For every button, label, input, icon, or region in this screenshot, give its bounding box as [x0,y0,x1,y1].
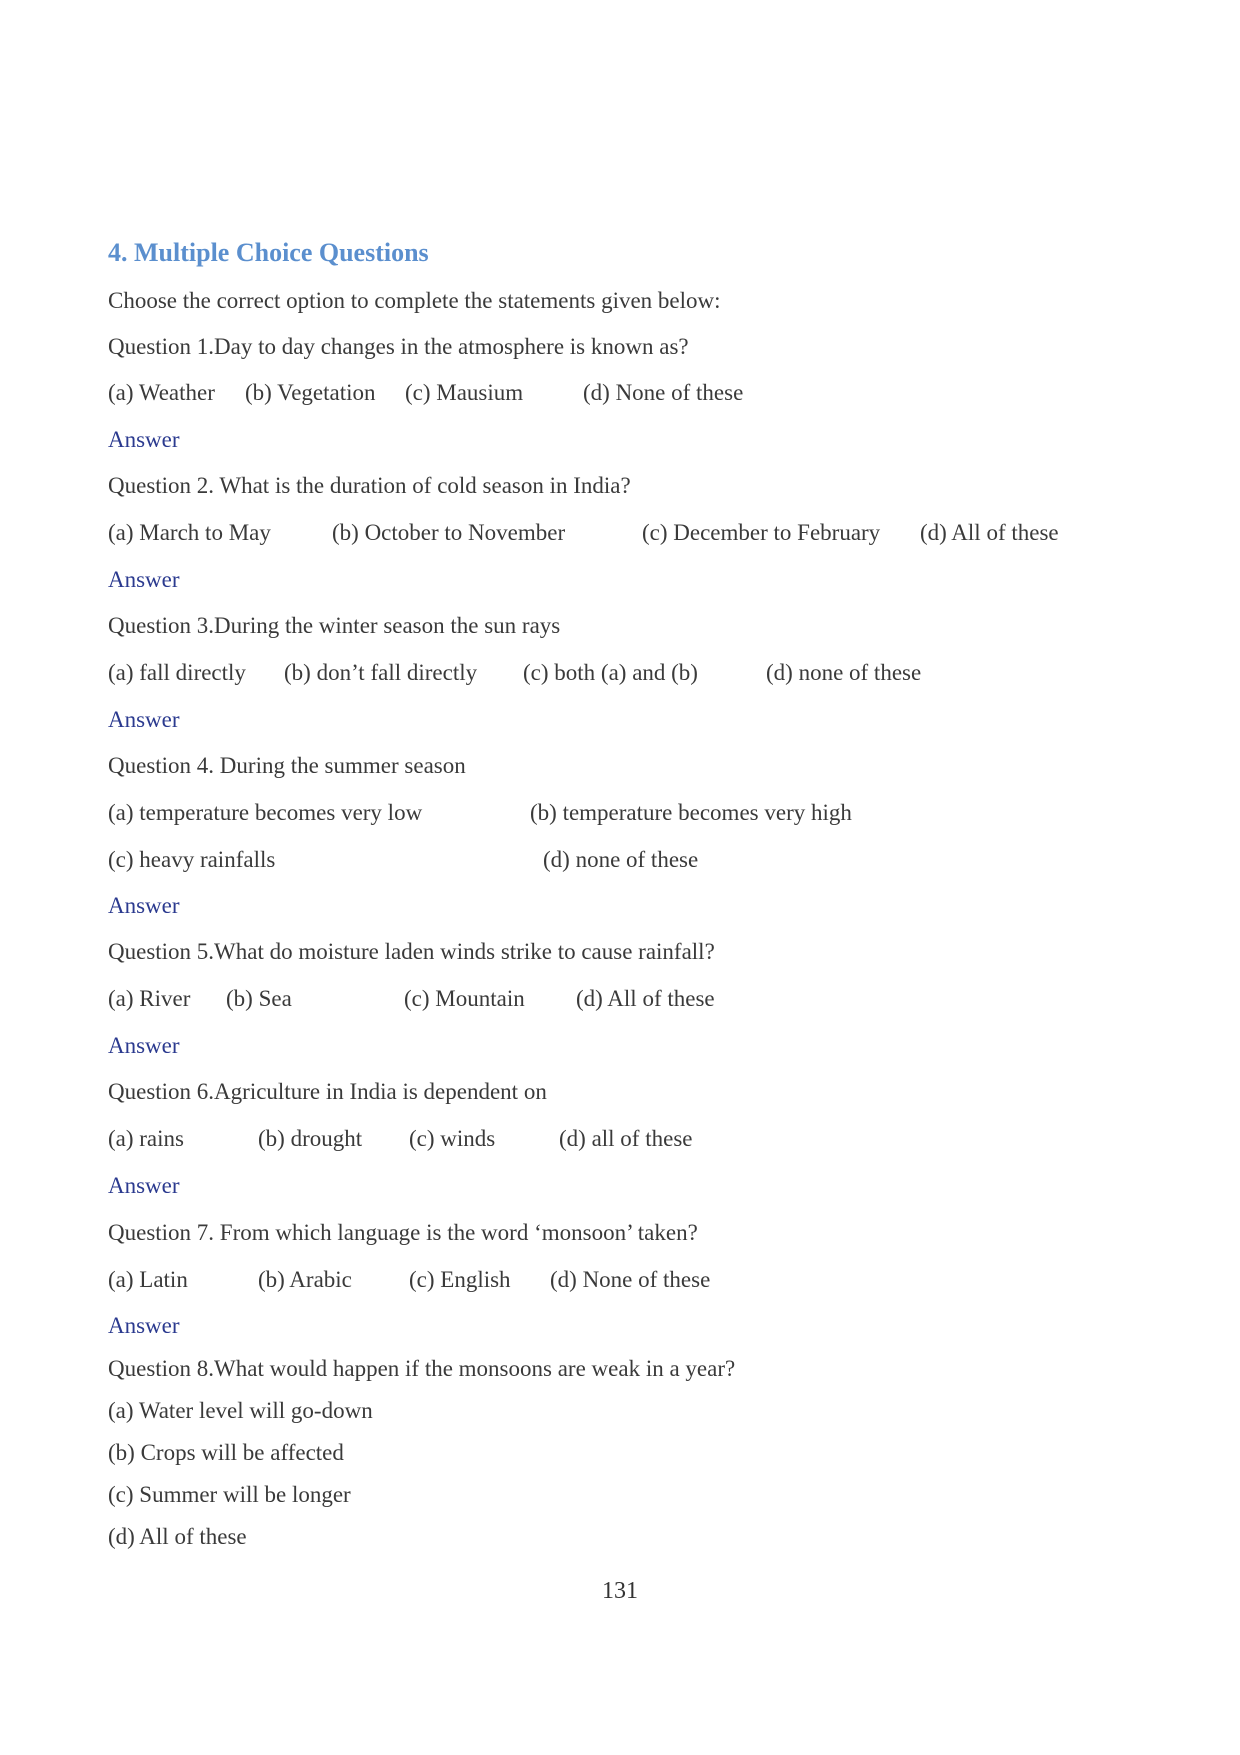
option-b: (b) Vegetation [245,380,376,405]
question-6-options [0,1124,1240,1154]
option-a: (a) fall directly [108,660,246,685]
option-a: (a) River [108,986,191,1011]
option-c: (c) December to February [642,520,881,545]
section-heading: 4. Multiple Choice Questions [108,238,429,267]
option-d: (d) none of these [543,847,699,872]
question-3-options [0,658,1240,688]
question-1-options [0,378,1240,408]
question-4-options-row-1 [0,798,1240,828]
question-4-text: Question 4. During the summer season [108,753,466,778]
question-7-text: Question 7. From which language is the word ‘monsoon’ taken? [108,1220,698,1245]
option-c: (c) heavy rainfalls [108,847,276,872]
question-5-text: Question 5.What do moisture laden winds strike to cause rainfall? [108,939,715,964]
option-d: (d) none of these [766,660,922,685]
option-b: (b) October to November [332,520,566,545]
instruction-text: Choose the correct option to complete the statements given below: [108,288,721,313]
answer-link[interactable]: Answer [108,893,180,918]
option-b: (b) drought [258,1126,363,1151]
option-b: (b) temperature becomes very high [530,800,852,825]
question-8-option-c: (c) Summer will be longer [108,1482,351,1507]
question-5-options [0,984,1240,1014]
answer-link[interactable]: Answer [108,1173,180,1198]
option-a: (a) March to May [108,520,271,545]
option-b: (b) Arabic [258,1267,352,1292]
answer-link[interactable]: Answer [108,567,180,592]
option-a: (a) Latin [108,1267,188,1292]
option-a: (a) Weather [108,380,215,405]
question-8-option-b: (b) Crops will be affected [108,1440,344,1465]
answer-link[interactable]: Answer [108,1033,180,1058]
question-2-options [0,518,1240,548]
option-a: (a) rains [108,1126,184,1151]
question-6-text: Question 6.Agriculture in India is dependent on [108,1079,547,1104]
option-d: (d) None of these [583,380,744,405]
option-c: (c) winds [409,1126,496,1151]
option-c: (c) Mountain [404,986,525,1011]
option-d: (d) all of these [559,1126,693,1151]
question-8-option-a: (a) Water level will go-down [108,1398,373,1423]
answer-link[interactable]: Answer [108,707,180,732]
question-3-text: Question 3.During the winter season the sun rays [108,613,561,638]
option-d: (d) All of these [576,986,715,1011]
question-4-options-row-2 [0,845,1240,875]
option-c: (c) both (a) and (b) [523,660,698,685]
question-1-text: Question 1.Day to day changes in the atmosphere is known as? [108,334,689,359]
question-7-options [0,1265,1240,1295]
answer-link[interactable]: Answer [108,427,180,452]
option-a: (a) temperature becomes very low [108,800,423,825]
option-c: (c) English [409,1267,511,1292]
answer-link[interactable]: Answer [108,1313,180,1338]
page-number: 131 [602,1578,638,1604]
question-2-text: Question 2. What is the duration of cold season in India? [108,473,631,498]
option-b: (b) don’t fall directly [284,660,478,685]
option-c: (c) Mausium [405,380,524,405]
option-d: (d) All of these [920,520,1059,545]
option-d: (d) None of these [550,1267,711,1292]
option-b: (b) Sea [226,986,292,1011]
question-8-option-d: (d) All of these [108,1524,247,1549]
question-8-text: Question 8.What would happen if the monsoons are weak in a year? [108,1356,736,1381]
